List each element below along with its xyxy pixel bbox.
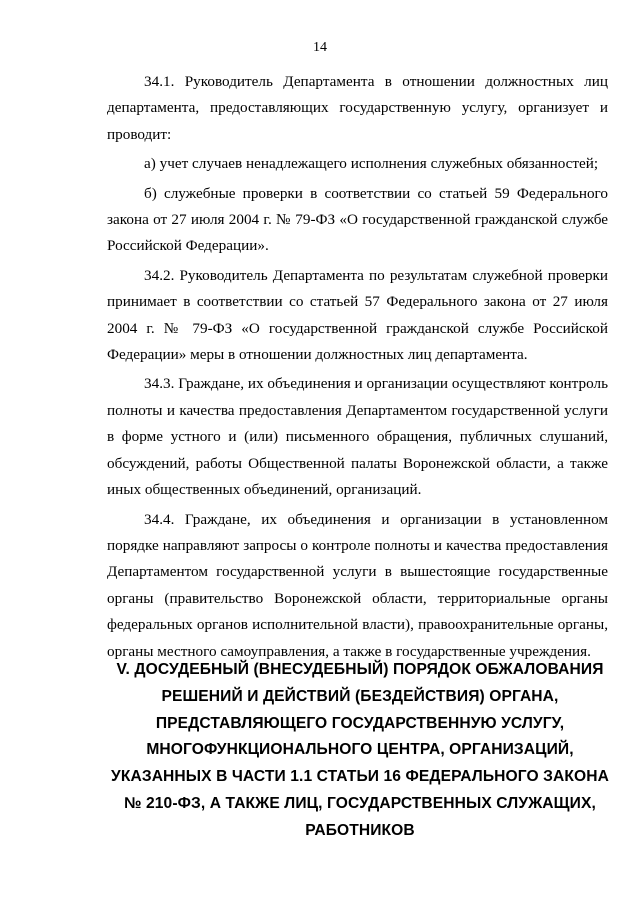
paragraph-34-1: 34.1. Руководитель Департамента в отношении должностных лиц департамента, предоставляющих государственную услугу, организует и проводит: [107,73,608,143]
paragraph-34-1-a: а) учет случаев ненадлежащего исполнения служебных обязанностей; [144,155,599,173]
body-text [107,69,608,668]
paragraph-34-4: 34.4. Граждане, их объединения и организации в установленном порядке направляют запросы о контроле полноты и качества предоставления Департаментом государственной услуги в вышестоящие государственные органы (правительство Воронежской области, территориальные органы федеральных органов исполнительной власти), правоохранительные органы, органы местного самоуправления, а также в государственные учреждения. [107,510,608,660]
heading-line: РАБОТНИКОВ [305,821,415,839]
paragraph-34-1-b: б) служебные проверки в соответствии со статьей 59 Федерального закона от 27 июля 2004 г. № 79-ФЗ «О государственной гражданской службе Российской Федерации». [107,184,608,255]
page-number: 14 [313,40,327,55]
heading-line: РЕШЕНИЙ И ДЕЙСТВИЙ (БЕЗДЕЙСТВИЯ) ОРГАНА, [161,687,559,705]
heading-line: УКАЗАННЫХ В ЧАСТИ 1.1 СТАТЬИ 16 ФЕДЕРАЛЬНОГО ЗАКОНА [111,768,609,786]
heading-line: V. ДОСУДЕБНЫЙ (ВНЕСУДЕБНЫЙ) ПОРЯДОК ОБЖАЛОВАНИЯ [116,661,604,678]
section-heading [100,657,620,845]
paragraph-34-2: 34.2. Руководитель Департамента по результатам служебной проверки принимает в соответствии со статьей 57 Федерального закона от 27 июля 2004 г. № 79-ФЗ «О государственной гражданской службе Российской Федерации» меры в отношении должностных лиц департамента. [107,266,608,364]
heading-line: ПРЕДСТАВЛЯЮЩЕГО ГОСУДАРСТВЕННУЮ УСЛУГУ, [155,714,565,732]
heading-line: № 210-ФЗ, А ТАКЖЕ ЛИЦ, ГОСУДАРСТВЕННЫХ СЛУЖАЩИХ, [124,794,596,812]
heading-line: МНОГОФУНКЦИОНАЛЬНОГО ЦЕНТРА, ОРГАНИЗАЦИЙ, [146,741,574,759]
paragraph-34-3: 34.3. Граждане, их объединения и организации осуществляют контроль полноты и качества предоставления Департаментом государственной услуги в форме устного и (или) письменного обращения, публичных слушаний, обсуждений, работы Общественной палаты Воронежской области, а также иных общественных объединений, организаций. [107,375,608,499]
